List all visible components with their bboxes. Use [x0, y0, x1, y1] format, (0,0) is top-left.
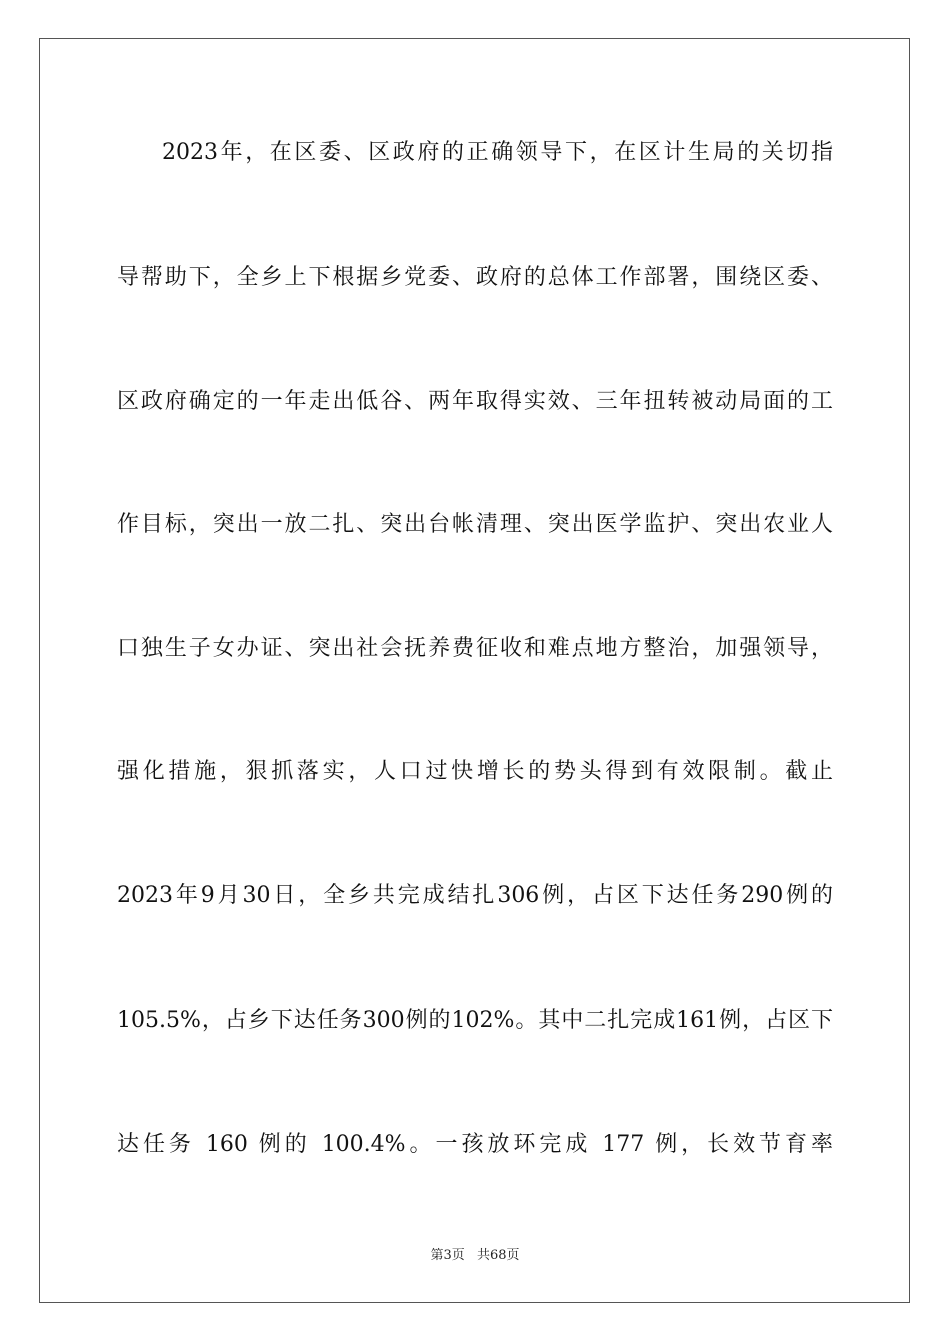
page-border [39, 38, 910, 1303]
paragraph-line-2: 导帮助下，全乡上下根据乡党委、政府的总体工作部署，围绕区委、 [117, 265, 833, 290]
page-total: 共68页 [476, 1248, 520, 1263]
page-footer [0, 1247, 950, 1265]
paragraph-line-6: 强化措施，狠抓落实，人口过快增长的势头得到有效限制。截止 [117, 759, 833, 784]
paragraph-line-8: 105.5%，占乡下达任务300例的102%。其中二扎完成161例，占区下 [117, 1008, 833, 1033]
paragraph-line-5: 口独生子女办证、突出社会抚养费征收和难点地方整治，加强领导， [117, 636, 833, 661]
paragraph-line-7: 2023年9月30日，全乡共完成结扎306例，占区下达任务290例的 [117, 883, 833, 908]
paragraph-line-1: 2023年，在区委、区政府的正确领导下，在区计生局的关切指 [162, 140, 833, 165]
paragraph-line-3: 区政府确定的一年走出低谷、两年取得实效、三年扭转被动局面的工 [117, 389, 833, 414]
page-number: 第3页 [430, 1248, 465, 1263]
paragraph-line-9: 达任务 160 例的 100.4%。一孩放环完成 177 例，长效节育率 [117, 1132, 833, 1157]
paragraph-line-4: 作目标，突出一放二扎、突出台帐清理、突出医学监护、突出农业人 [117, 512, 833, 537]
